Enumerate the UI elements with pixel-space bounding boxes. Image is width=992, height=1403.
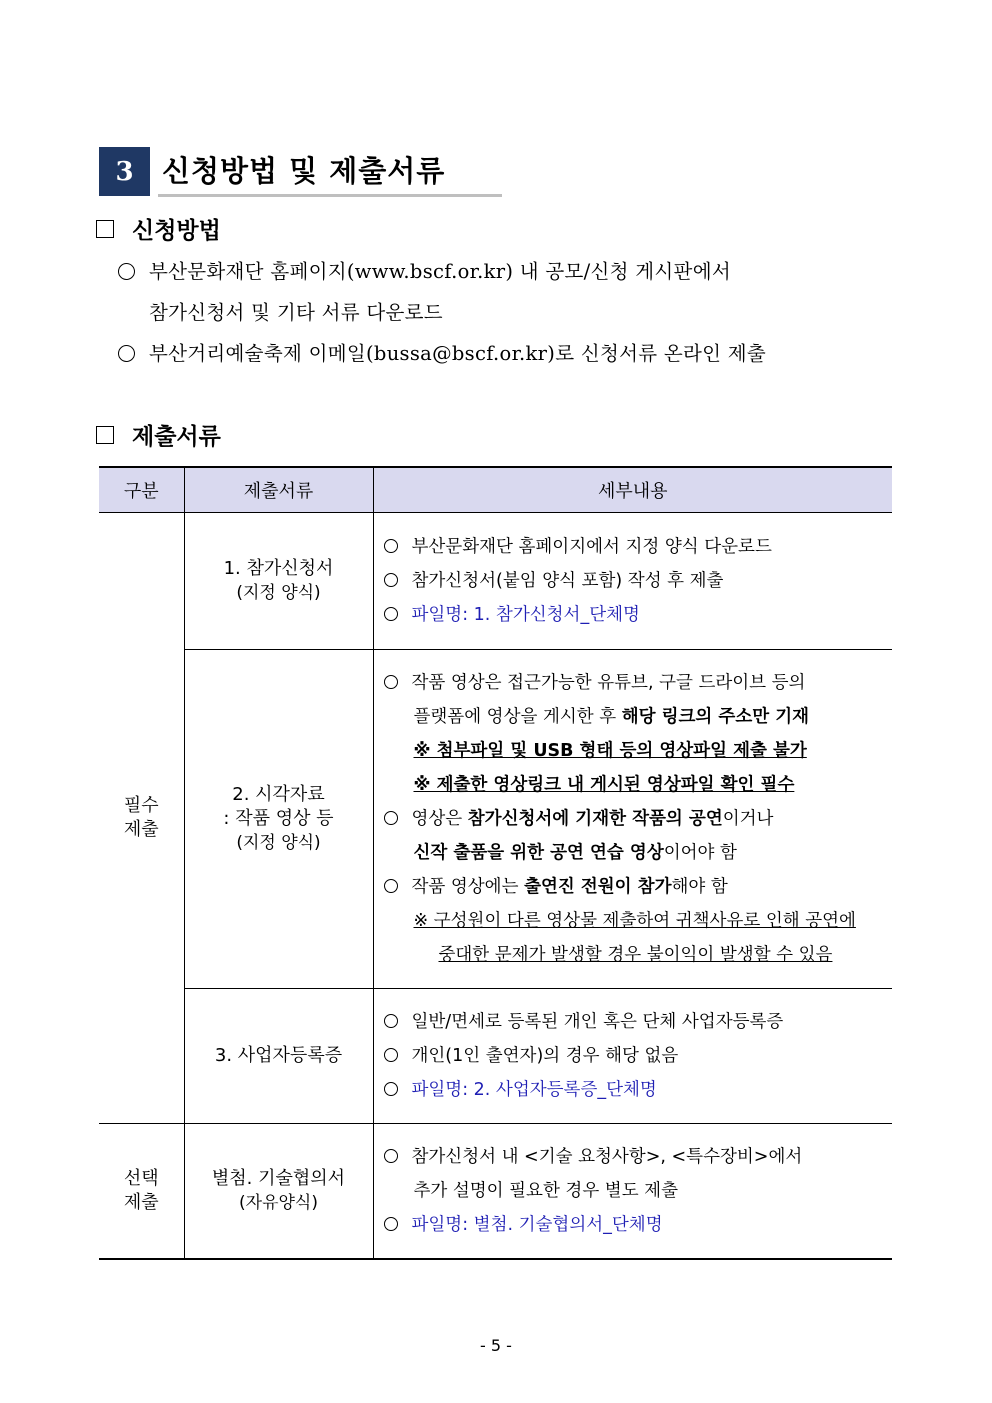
apply-item-1 (118, 256, 731, 284)
doc-business-registration (184, 989, 373, 1124)
header-category: 구분 (99, 467, 184, 513)
table-header-row (99, 467, 892, 513)
category-optional-line1: 선택 (123, 1167, 159, 1189)
details-application-form (373, 513, 892, 650)
circle-bullet-icon (384, 1217, 398, 1231)
detail-text: 참가신청서 내 <기술 요청사항>, <특수장비>에서 (411, 1146, 803, 1167)
detail-text: 추가 설명이 필요한 경우 별도 제출 (413, 1180, 678, 1201)
circle-bullet-icon (384, 573, 398, 587)
doc-title: 2. 시각자료 (232, 784, 325, 805)
apply-item-1-line2: 참가신청서 및 기타 서류 다운로드 (149, 301, 443, 324)
detail-line (384, 1039, 893, 1073)
apply-heading-text: 신청방법 (132, 217, 221, 244)
detail-text: 참가신청서(붙임 양식 포함) 작성 후 제출 (411, 571, 724, 591)
details-visual-material (373, 650, 892, 989)
section-underline (158, 194, 502, 197)
doc-title: 별첨. 기술협의서 (211, 1167, 346, 1189)
detail-line (384, 836, 893, 870)
category-optional (99, 1124, 184, 1259)
details-business-registration (373, 989, 892, 1124)
circle-bullet-icon (118, 263, 135, 280)
table-row (99, 650, 892, 989)
doc-title: 1. 참가신청서 (223, 558, 334, 579)
detail-note (384, 904, 893, 938)
circle-bullet-icon (384, 879, 398, 893)
detail-text-bold: 신작 출품을 위한 공연 연습 영상 (413, 843, 664, 863)
apply-item-1-cont (149, 297, 443, 325)
detail-text: 이어야 함 (663, 843, 737, 863)
detail-text: 플랫폼에 영상을 게시한 후 (413, 707, 622, 727)
detail-text: 영상은 (411, 809, 468, 829)
detail-text-bold: 해당 링크의 주소만 기재 (621, 707, 810, 727)
apply-item-2 (118, 338, 766, 366)
detail-line (384, 802, 893, 836)
table-row (99, 1124, 892, 1259)
header-details: 세부내용 (373, 467, 892, 513)
doc-technical-agreement (184, 1124, 373, 1259)
detail-note (384, 734, 893, 768)
detail-text: 부산문화재단 홈페이지에서 지정 양식 다운로드 (411, 537, 772, 557)
detail-text: 해야 함 (671, 877, 728, 897)
detail-line (384, 700, 893, 734)
page-number: - 5 - (480, 1336, 512, 1355)
apply-item-1-line1: 부산문화재단 홈페이지(www.bscf.or.kr) 내 공모/신청 게시판에서 (149, 260, 731, 283)
apply-item-2-line1: 부산거리예술축제 이메일(bussa@bscf.or.kr)로 신청서류 온라인 제출 (149, 342, 767, 365)
checkbox-square-icon (96, 220, 114, 238)
circle-bullet-icon (384, 1082, 398, 1096)
table-row (99, 513, 892, 650)
circle-bullet-icon (118, 345, 135, 362)
detail-note-text: ※ 첨부파일 및 USB 형태 등의 영상파일 제출 불가 (413, 741, 807, 761)
doc-visual-material (184, 650, 373, 989)
doc-application-form (184, 513, 373, 650)
circle-bullet-icon (384, 675, 398, 689)
circle-bullet-icon (384, 1048, 398, 1062)
detail-note-text: ※ 제출한 영상링크 내 게시된 영상파일 확인 필수 (413, 775, 795, 795)
docs-heading-text: 제출서류 (132, 423, 221, 450)
doc-subtitle: (자유양식) (239, 1192, 318, 1213)
circle-bullet-icon (384, 607, 398, 621)
detail-text: 이거나 (722, 809, 774, 829)
detail-line (384, 1174, 893, 1208)
doc-subtitle: (지정 양식) (236, 833, 321, 853)
category-optional-line2: 제출 (123, 1191, 159, 1213)
circle-bullet-icon (384, 1149, 398, 1163)
category-required (99, 513, 184, 1124)
category-required-line1: 필수 (123, 795, 159, 816)
circle-bullet-icon (384, 539, 398, 553)
detail-line (384, 1005, 893, 1039)
detail-line (384, 666, 893, 700)
filename-text: 파일명: 2. 사업자등록증_단체명 (411, 1080, 657, 1100)
circle-bullet-icon (384, 1014, 398, 1028)
doc-title: 3. 사업자등록증 (214, 1045, 343, 1066)
section-header (99, 145, 502, 198)
apply-heading (96, 212, 221, 245)
category-required-line2: 제출 (123, 819, 159, 840)
doc-title-line2: : 작품 영상 등 (223, 808, 334, 829)
detail-note-text: 중대한 문제가 발생할 경우 불이익이 발생할 수 있음 (438, 945, 833, 965)
circle-bullet-icon (384, 811, 398, 825)
detail-text-bold: 참가신청서에 기재한 작품의 공연 (467, 809, 723, 829)
section-number-badge: 3 (99, 147, 150, 196)
details-technical-agreement (373, 1124, 892, 1259)
doc-subtitle: (지정 양식) (236, 583, 321, 603)
detail-line (384, 530, 893, 564)
detail-text: 작품 영상은 접근가능한 유튜브, 구글 드라이브 등의 (411, 673, 806, 693)
detail-line (384, 870, 893, 904)
detail-note (384, 768, 893, 802)
submission-table (99, 466, 892, 1260)
table-row (99, 989, 892, 1124)
detail-line (384, 1073, 893, 1107)
detail-line (384, 598, 893, 632)
filename-text: 파일명: 별첨. 기술협의서_단체명 (411, 1214, 663, 1235)
detail-text-bold: 출연진 전원이 참가 (524, 877, 672, 897)
filename-text: 파일명: 1. 참가신청서_단체명 (411, 605, 640, 625)
detail-text: 일반/면세로 등록된 개인 혹은 단체 사업자등록증 (411, 1012, 784, 1032)
section-title: 신청방법 및 제출서류 (162, 154, 446, 188)
detail-text: 개인(1인 출연자)의 경우 해당 없음 (411, 1046, 679, 1066)
header-document: 제출서류 (184, 467, 373, 513)
detail-note-text: ※ 구성원이 다른 영상물 제출하여 귀책사유로 인해 공연에 (413, 911, 856, 931)
detail-line (384, 1140, 893, 1174)
detail-note (384, 938, 893, 972)
detail-line (384, 564, 893, 598)
checkbox-square-icon (96, 426, 114, 444)
detail-text: 작품 영상에는 (411, 877, 525, 897)
docs-heading (96, 418, 221, 451)
detail-line (384, 1208, 893, 1242)
